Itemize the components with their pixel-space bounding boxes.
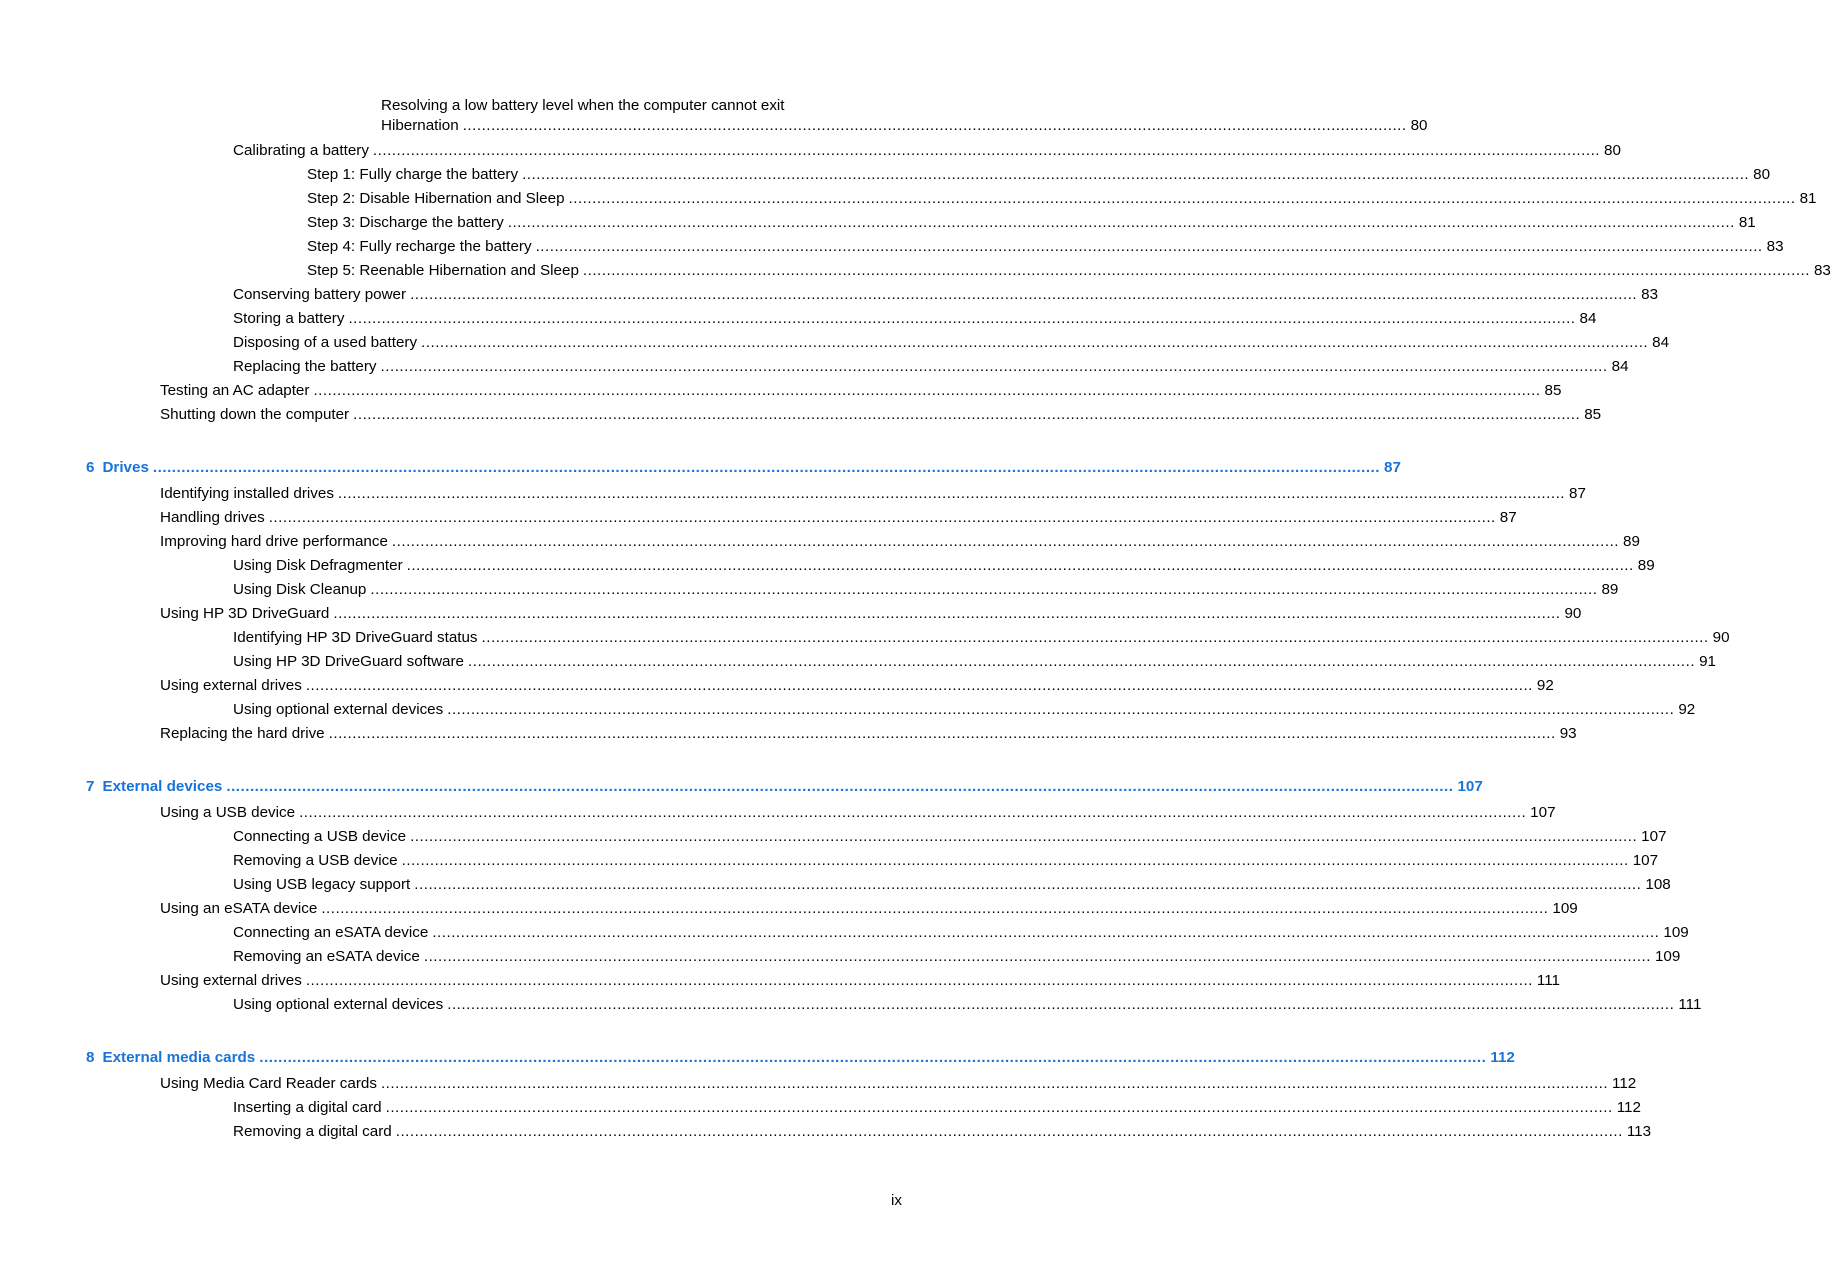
toc-entry[interactable]: [160, 971, 1560, 991]
toc-entry[interactable]: [233, 1098, 1641, 1118]
dot-leader: ....................................................................................................................................................................................................................................................................: [370, 581, 1598, 598]
toc-entry-title: Using Disk Defragmenter: [233, 557, 403, 574]
toc-wrapped-entry-line2[interactable]: [381, 116, 1428, 136]
toc-entry-page: 84: [1579, 310, 1597, 327]
toc-entry[interactable]: [160, 532, 1640, 552]
toc-entry-title: Shutting down the computer: [160, 406, 350, 423]
dot-leader: ....................................................................................................................................................................................................................................................................: [414, 876, 1642, 893]
toc-entry[interactable]: [233, 947, 1681, 967]
dot-leader: ....................................................................................................................................................................................................................................................................: [305, 972, 1533, 989]
toc-entry-title: Using optional external devices: [233, 996, 444, 1013]
toc-entry-title: Identifying HP 3D DriveGuard status: [233, 629, 478, 646]
toc-entry-page: 87: [1384, 459, 1401, 476]
toc-entry-title: Drives: [102, 459, 149, 476]
toc-entry-title: Connecting a USB device: [233, 828, 407, 845]
dot-leader: ....................................................................................................................................................................................................................................................................: [299, 804, 1527, 821]
chapter-number: 6: [86, 459, 95, 476]
toc-entry[interactable]: [160, 604, 1582, 624]
toc-entry[interactable]: [160, 508, 1517, 528]
toc-entry-title: Step 1: Fully charge the battery: [307, 166, 519, 183]
dot-leader: ....................................................................................................................................................................................................................................................................: [337, 485, 1566, 502]
toc-entry-title: Replacing the battery: [233, 358, 377, 375]
toc-entry[interactable]: [233, 851, 1659, 871]
toc-entry-title: Using external drives: [160, 677, 302, 694]
toc-entry-page: 109: [1663, 924, 1689, 941]
toc-entry-page: 109: [1654, 948, 1681, 965]
toc-entry[interactable]: [233, 333, 1670, 353]
toc-entry-page: 85: [1544, 382, 1562, 399]
toc-entry-page: 91: [1699, 653, 1716, 670]
toc-entry-title: Step 4: Fully recharge the battery: [307, 238, 532, 255]
dot-leader: ....................................................................................................................................................................................................................................................................: [468, 653, 1696, 670]
toc-entry[interactable]: [233, 580, 1619, 600]
toc-entry-page: 83: [1641, 286, 1659, 303]
dot-leader: ....................................................................................................................................................................................................................................................................: [410, 286, 1638, 303]
toc-entry-title: Removing a digital card: [233, 1123, 392, 1140]
chapter-number: 7: [86, 778, 95, 795]
toc-entry-title: Handling drives: [160, 509, 265, 526]
toc-entry-title: Replacing the hard drive: [160, 725, 325, 742]
toc-entry-page: 112: [1616, 1099, 1641, 1116]
toc-entry[interactable]: [233, 875, 1671, 895]
toc-entry[interactable]: [160, 676, 1554, 696]
toc-entry-title: Using a USB device: [160, 804, 296, 821]
toc-entry[interactable]: [233, 357, 1629, 377]
toc-entry-title: Step 2: Disable Hibernation and Sleep: [307, 190, 565, 207]
dot-leader: ....................................................................................................................................................................................................................................................................: [535, 238, 1763, 255]
toc-entry[interactable]: [233, 700, 1696, 720]
dot-leader: ....................................................................................................................................................................................................................................................................: [321, 900, 1549, 917]
toc-entry-title: Disposing of a used battery: [233, 334, 418, 351]
toc-entry-page: 111: [1536, 972, 1560, 989]
dot-leader: ........................................................................................................................................................................................................: [462, 117, 1407, 134]
toc-entry[interactable]: [160, 803, 1556, 823]
toc-entry-title: Removing an eSATA device: [233, 948, 420, 965]
toc-entry-page: 84: [1652, 334, 1670, 351]
dot-leader: ....................................................................................................................................................................................................................................................................: [395, 1123, 1623, 1140]
toc-entry-page: 92: [1678, 701, 1696, 718]
toc-entry[interactable]: [160, 381, 1562, 401]
toc-entry-page: 109: [1552, 900, 1578, 917]
toc-entry-title: Using HP 3D DriveGuard software: [233, 653, 464, 670]
toc-entry[interactable]: [307, 165, 1771, 185]
toc-entry[interactable]: [233, 995, 1702, 1015]
toc-entry-title: Identifying installed drives: [160, 485, 334, 502]
dot-leader: ....................................................................................................................................................................................................................................................................: [353, 406, 1581, 423]
toc-entry[interactable]: [233, 1122, 1652, 1142]
toc-entry-title: Conserving battery power: [233, 286, 407, 303]
toc-entry-title: External media cards: [102, 1049, 256, 1066]
toc-entry-page: 107: [1530, 804, 1556, 821]
toc-entry-title: Using HP 3D DriveGuard: [160, 605, 330, 622]
toc-entry-title: Hibernation: [381, 117, 459, 134]
toc-entry-page: 112: [1612, 1075, 1637, 1092]
dot-leader: ....................................................................................................................................................................................................................................................................: [152, 459, 1380, 476]
dot-leader: ....................................................................................................................................................................................................................................................................: [385, 1099, 1613, 1116]
dot-leader: ....................................................................................................................................................................................................................................................................: [507, 214, 1735, 231]
toc-entry-page: 85: [1584, 406, 1602, 423]
toc-entry-page: 89: [1601, 581, 1619, 598]
dot-leader: ....................................................................................................................................................................................................................................................................: [348, 310, 1576, 327]
dot-leader: ....................................................................................................................................................................................................................................................................: [226, 778, 1454, 795]
dot-leader: ....................................................................................................................................................................................................................................................................: [406, 557, 1634, 574]
dot-leader: ....................................................................................................................................................................................................................................................................: [582, 262, 1810, 279]
toc-entry-page: 90: [1564, 605, 1582, 622]
toc-entry[interactable]: [160, 899, 1578, 919]
dot-leader: ....................................................................................................................................................................................................................................................................: [568, 190, 1796, 207]
toc-entry-title: Step 3: Discharge the battery: [307, 214, 504, 231]
toc-entry[interactable]: [160, 1074, 1637, 1094]
dot-leader: ....................................................................................................................................................................................................................................................................: [391, 533, 1620, 550]
toc-entry-page: 107: [1641, 828, 1667, 845]
toc-entry-title: Calibrating a battery: [233, 142, 369, 159]
toc-entry-title: Using USB legacy support: [233, 876, 411, 893]
toc-entry[interactable]: [160, 724, 1577, 744]
dot-leader: ....................................................................................................................................................................................................................................................................: [410, 828, 1638, 845]
toc-entry[interactable]: [233, 923, 1689, 943]
toc-entry-page: 81: [1738, 214, 1756, 231]
toc-chapter-entry[interactable]: [86, 458, 1401, 478]
toc-entry-page: 108: [1645, 876, 1671, 893]
toc-entry-page: 112: [1490, 1049, 1515, 1066]
toc-entry-page: 84: [1611, 358, 1629, 375]
toc-entry-page: 87: [1499, 509, 1517, 526]
toc-entry-title: External devices: [102, 778, 223, 795]
toc-chapter-entry[interactable]: [86, 777, 1483, 797]
toc-entry-title: Using optional external devices: [233, 701, 444, 718]
toc-entry-page: 80: [1410, 117, 1428, 134]
dot-leader: ....................................................................................................................................................................................................................................................................: [328, 725, 1556, 742]
toc-entry[interactable]: [233, 141, 1621, 161]
page-number: ix: [891, 1192, 902, 1209]
dot-leader: ....................................................................................................................................................................................................................................................................: [305, 677, 1533, 694]
toc-wrapped-entry-line1[interactable]: Resolving a low battery level when the computer cannot exit: [381, 97, 785, 114]
toc-entry[interactable]: [233, 628, 1730, 648]
toc-entry[interactable]: [233, 285, 1659, 305]
toc-entry-page: 93: [1559, 725, 1577, 742]
toc-entry-page: 107: [1457, 778, 1483, 795]
toc-entry-page: 90: [1712, 629, 1730, 646]
toc-entry-page: 83: [1766, 238, 1784, 255]
dot-leader: ....................................................................................................................................................................................................................................................................: [432, 924, 1660, 941]
dot-leader: ....................................................................................................................................................................................................................................................................: [447, 996, 1675, 1013]
toc-entry[interactable]: [307, 237, 1784, 257]
dot-leader: ....................................................................................................................................................................................................................................................................: [423, 948, 1651, 965]
toc-entry[interactable]: [233, 652, 1716, 672]
toc-entry-page: 83: [1813, 262, 1831, 279]
toc-entry-title: Connecting an eSATA device: [233, 924, 429, 941]
dot-leader: ....................................................................................................................................................................................................................................................................: [447, 701, 1675, 718]
dot-leader: ....................................................................................................................................................................................................................................................................: [522, 166, 1750, 183]
dot-leader: ....................................................................................................................................................................................................................................................................: [313, 382, 1541, 399]
toc-entry[interactable]: [233, 556, 1655, 576]
toc-chapter-entry[interactable]: [86, 1048, 1515, 1068]
toc-entry-page: 87: [1569, 485, 1586, 502]
dot-leader: ....................................................................................................................................................................................................................................................................: [372, 142, 1601, 159]
toc-entry-page: 89: [1637, 557, 1655, 574]
toc-entry-page: 80: [1753, 166, 1771, 183]
toc-entry[interactable]: [233, 309, 1597, 329]
chapter-number: 8: [86, 1049, 95, 1066]
toc-entry-page: 80: [1604, 142, 1621, 159]
toc-entry[interactable]: [307, 213, 1756, 233]
toc-entry[interactable]: [160, 405, 1602, 425]
dot-leader: ....................................................................................................................................................................................................................................................................: [259, 1049, 1487, 1066]
dot-leader: ....................................................................................................................................................................................................................................................................: [333, 605, 1561, 622]
toc-entry[interactable]: [307, 189, 1817, 209]
toc-entry-title: Using an eSATA device: [160, 900, 318, 917]
toc-entry-title: Step 5: Reenable Hibernation and Sleep: [307, 262, 579, 279]
dot-leader: ....................................................................................................................................................................................................................................................................: [401, 852, 1629, 869]
toc-entry-title: Inserting a digital card: [233, 1099, 382, 1116]
dot-leader: ....................................................................................................................................................................................................................................................................: [380, 358, 1608, 375]
toc-entry-title: Removing a USB device: [233, 852, 398, 869]
toc-entry-title: Using Disk Cleanup: [233, 581, 367, 598]
toc-entry[interactable]: [233, 827, 1667, 847]
toc-entry-page: 81: [1799, 190, 1817, 207]
toc-entry-page: 107: [1632, 852, 1659, 869]
toc-entry-page: 111: [1678, 996, 1702, 1013]
dot-leader: ....................................................................................................................................................................................................................................................................: [268, 509, 1496, 526]
dot-leader: ....................................................................................................................................................................................................................................................................: [421, 334, 1649, 351]
toc-entry-title: Using Media Card Reader cards: [160, 1075, 377, 1092]
toc-entry-title: Testing an AC adapter: [160, 382, 310, 399]
dot-leader: ....................................................................................................................................................................................................................................................................: [380, 1075, 1609, 1092]
toc-entry-title: Using external drives: [160, 972, 302, 989]
toc-entry-title: Improving hard drive performance: [160, 533, 388, 550]
toc-entry[interactable]: [307, 261, 1831, 281]
toc-entry-page: 113: [1626, 1123, 1652, 1140]
dot-leader: ....................................................................................................................................................................................................................................................................: [481, 629, 1709, 646]
toc-entry-page: 92: [1536, 677, 1554, 694]
toc-entry-title: Storing a battery: [233, 310, 345, 327]
toc-entry[interactable]: [160, 484, 1586, 504]
toc-entry-page: 89: [1623, 533, 1640, 550]
